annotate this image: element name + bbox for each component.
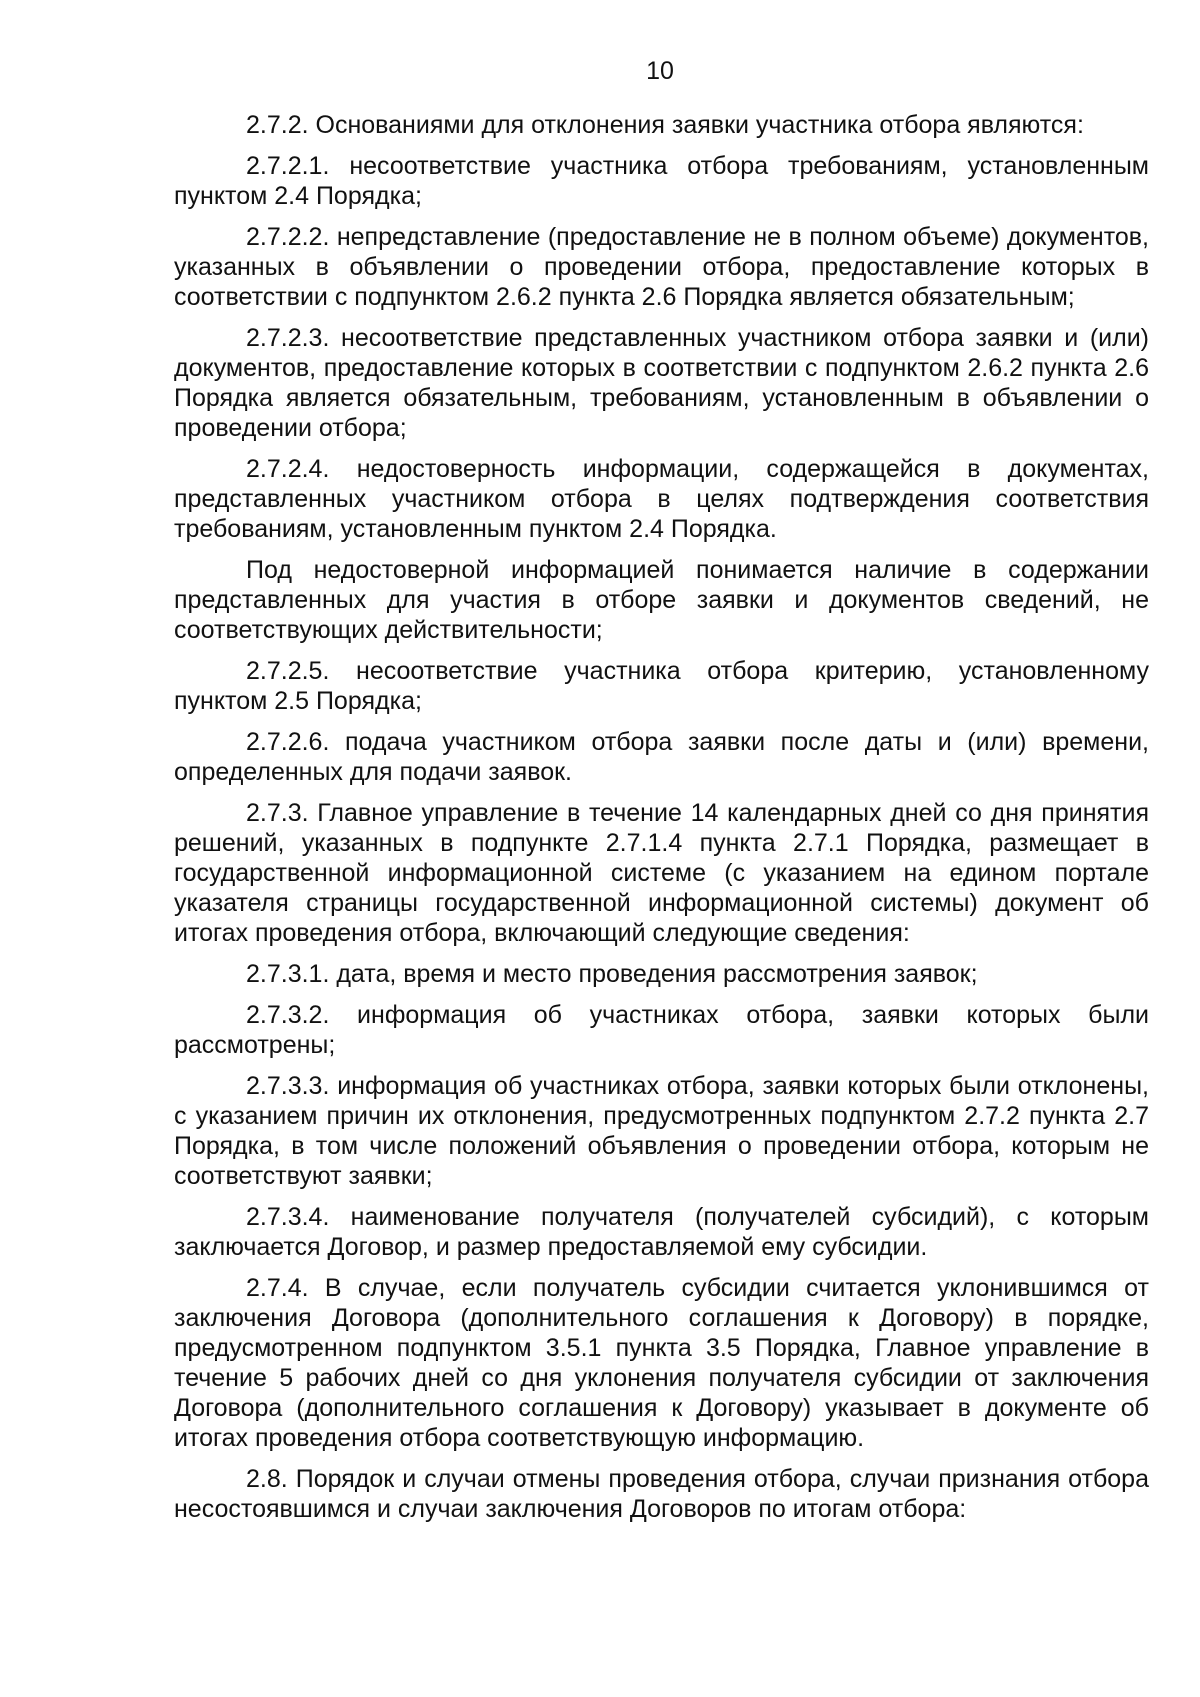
paragraph-2-7-2-6: 2.7.2.6. подача участником отбора заявки после даты и (или) времени, определенных для подачи заявок. bbox=[174, 728, 1149, 786]
paragraph-2-7-3-2: 2.7.3.2. информация об участниках отбора, заявки которых были рассмотрены; bbox=[174, 1001, 1149, 1059]
paragraph-false-information-definition: Под недостоверной информацией понимается наличие в содержании представленных для участия в отборе заявки и документов сведений, не соответствующих действительности; bbox=[174, 556, 1149, 644]
paragraph-2-7-2: 2.7.2. Основаниями для отклонения заявки участника отбора являются: bbox=[246, 111, 1084, 139]
paragraph-2-7-3-3: 2.7.3.3. информация об участниках отбора, заявки которых были отклонены, с указанием причин их отклонения, предусмотренных подпунктом 2.7.2 пункта 2.7 Порядка, в том числе положений объявления о проведении отбора, которым не соответствуют заявки; bbox=[174, 1072, 1149, 1190]
paragraph-2-7-2-5: 2.7.2.5. несоответствие участника отбора критерию, установленному пунктом 2.5 Порядка; bbox=[174, 657, 1149, 715]
paragraph-2-7-2-1: 2.7.2.1. несоответствие участника отбора требованиям, установленным пунктом 2.4 Порядка; bbox=[174, 152, 1149, 210]
paragraph-2-8: 2.8. Порядок и случаи отмены проведения отбора, случаи признания отбора несостоявшимся и случаи заключения Договоров по итогам отбора: bbox=[174, 1465, 1149, 1523]
paragraph-2-7-2-4: 2.7.2.4. недостоверность информации, содержащейся в документах, представленных участником отбора в целях подтверждения соответствия требованиям, установленным пунктом 2.4 Порядка. bbox=[174, 455, 1149, 543]
page-number: 10 bbox=[646, 57, 674, 85]
paragraph-2-7-3: 2.7.3. Главное управление в течение 14 календарных дней со дня принятия решений, указанных в подпункте 2.7.1.4 пункта 2.7.1 Порядка, размещает в государственной информационной системе (с указанием на едином портале указателя страницы государственной информационной системы) документ об итогах проведения отбора, включающий следующие сведения: bbox=[174, 799, 1149, 947]
document-body bbox=[174, 110, 1149, 1535]
paragraph-2-7-3-1: 2.7.3.1. дата, время и место проведения рассмотрения заявок; bbox=[246, 960, 978, 988]
paragraph-2-7-2-3: 2.7.2.3. несоответствие представленных участником отбора заявки и (или) документов, предоставление которых в соответствии с подпунктом 2.6.2 пункта 2.6 Порядка является обязательным, требованиям, установленным в объявлении о проведении отбора; bbox=[174, 324, 1149, 442]
paragraph-2-7-2-2: 2.7.2.2. непредставление (предоставление не в полном объеме) документов, указанных в объявлении о проведении отбора, предоставление которых в соответствии с подпунктом 2.6.2 пункта 2.6 Порядка является обязательным; bbox=[174, 223, 1149, 311]
paragraph-2-7-4: 2.7.4. В случае, если получатель субсидии считается уклонившимся от заключения Договора (дополнительного соглашения к Договору) в порядке, предусмотренном подпунктом 3.5.1 пункта 3.5 Порядка, Главное управление в течение 5 рабочих дней со дня уклонения получателя субсидии от заключения Договора (дополнительного соглашения к Договору) указывает в документе об итогах проведения отбора соответствующую информацию. bbox=[174, 1274, 1149, 1452]
paragraph-2-7-3-4: 2.7.3.4. наименование получателя (получателей субсидий), с которым заключается Договор, и размер предоставляемой ему субсидии. bbox=[174, 1203, 1149, 1261]
